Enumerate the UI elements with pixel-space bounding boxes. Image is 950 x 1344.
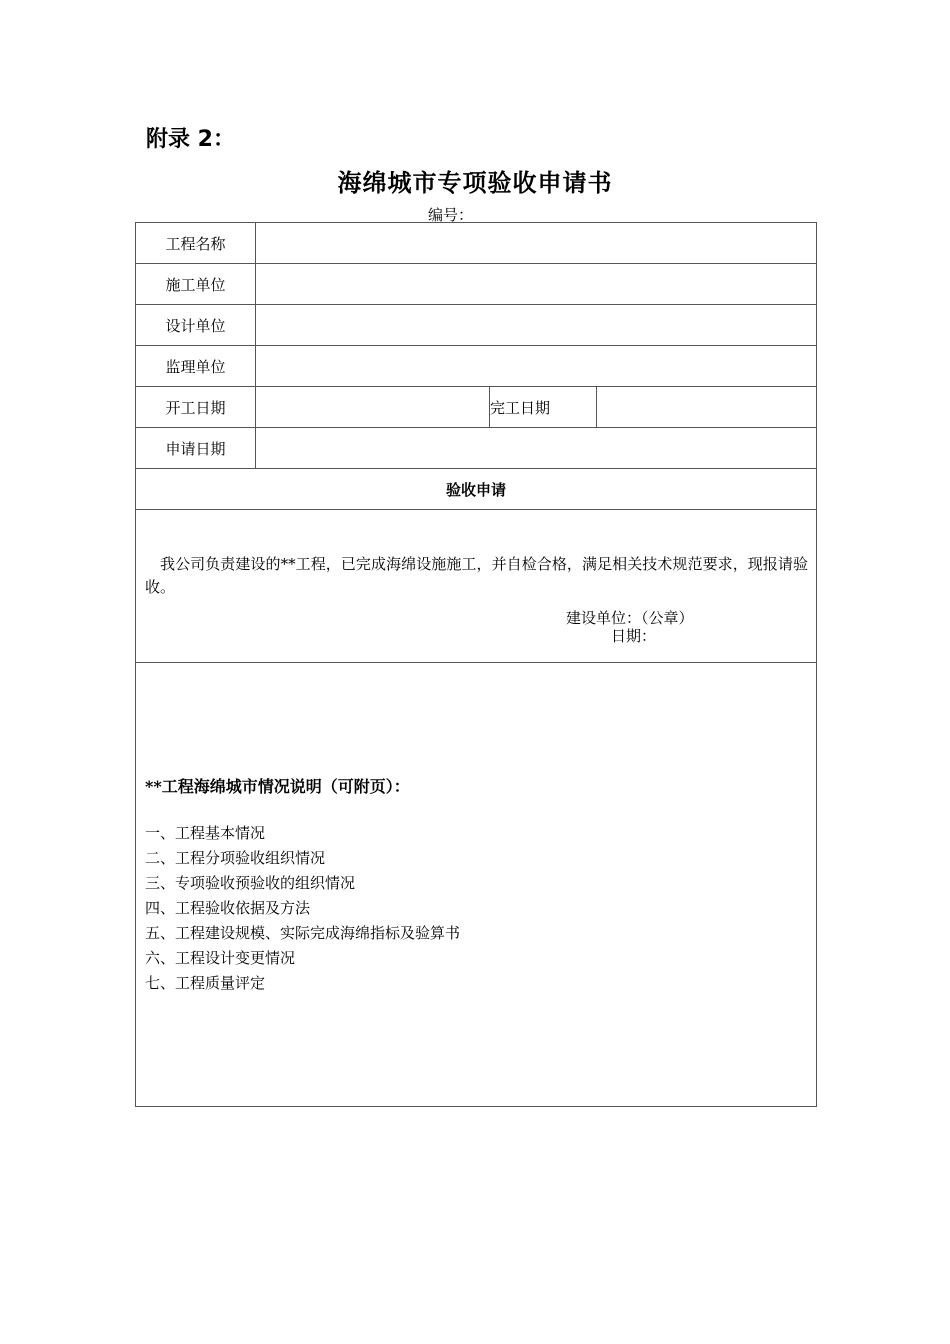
application-date-label: 申请日期 [136, 428, 256, 469]
list-item: 七、工程质量评定 [145, 973, 266, 992]
signing-date-label: 日期： [611, 627, 657, 645]
list-item: 四、工程验收依据及方法 [145, 898, 311, 917]
document-title: 海绵城市专项验收申请书 [337, 169, 613, 197]
signature-block [136, 599, 816, 649]
description-title-text: 工程海绵城市情况说明（可附页）： [161, 776, 410, 796]
row-construction-unit [136, 264, 817, 305]
start-date-field[interactable] [256, 387, 490, 428]
completion-date-label: 完工日期 [490, 387, 597, 428]
signing-unit-label: 建设单位：（公章） [566, 609, 694, 627]
list-item: 六、工程设计变更情况 [145, 948, 296, 967]
description-title-prefix: ** [145, 776, 162, 796]
list-item: 一、工程基本情况 [145, 823, 266, 842]
acceptance-statement: 我公司负责建设的**工程，已完成海绵设施施工，并自检合格，满足相关技术规范要求，现报请验收。 [145, 555, 809, 596]
row-description [136, 663, 817, 1107]
construction-unit-label: 施工单位 [136, 264, 256, 305]
row-acceptance-body [136, 510, 817, 663]
row-project-name [136, 223, 817, 264]
list-item: 二、工程分项验收组织情况 [145, 848, 326, 867]
start-date-label: 开工日期 [136, 387, 256, 428]
row-application-date [136, 428, 817, 469]
row-acceptance-heading [136, 469, 817, 510]
description-item-list [145, 821, 816, 996]
supervision-unit-field[interactable] [256, 346, 817, 387]
design-unit-field[interactable] [256, 305, 817, 346]
project-name-field[interactable] [256, 223, 817, 264]
application-date-field[interactable] [256, 428, 817, 469]
list-item: 三、专项验收预验收的组织情况 [145, 873, 356, 892]
completion-date-field[interactable] [597, 387, 817, 428]
application-form-table [135, 222, 817, 1107]
description-title [145, 776, 816, 798]
row-design-unit [136, 305, 817, 346]
acceptance-heading: 验收申请 [136, 469, 817, 510]
construction-unit-field[interactable] [256, 264, 817, 305]
description-cell[interactable] [136, 663, 817, 1107]
design-unit-label: 设计单位 [136, 305, 256, 346]
supervision-unit-label: 监理单位 [136, 346, 256, 387]
list-item: 五、工程建设规模、实际完成海绵指标及验算书 [145, 923, 461, 942]
project-name-label: 工程名称 [136, 223, 256, 264]
acceptance-statement-cell [136, 510, 817, 663]
row-dates [136, 387, 817, 428]
serial-number-label: 编号： [428, 206, 474, 224]
appendix-label: 附录 2： [146, 127, 235, 152]
row-supervision-unit [136, 346, 817, 387]
